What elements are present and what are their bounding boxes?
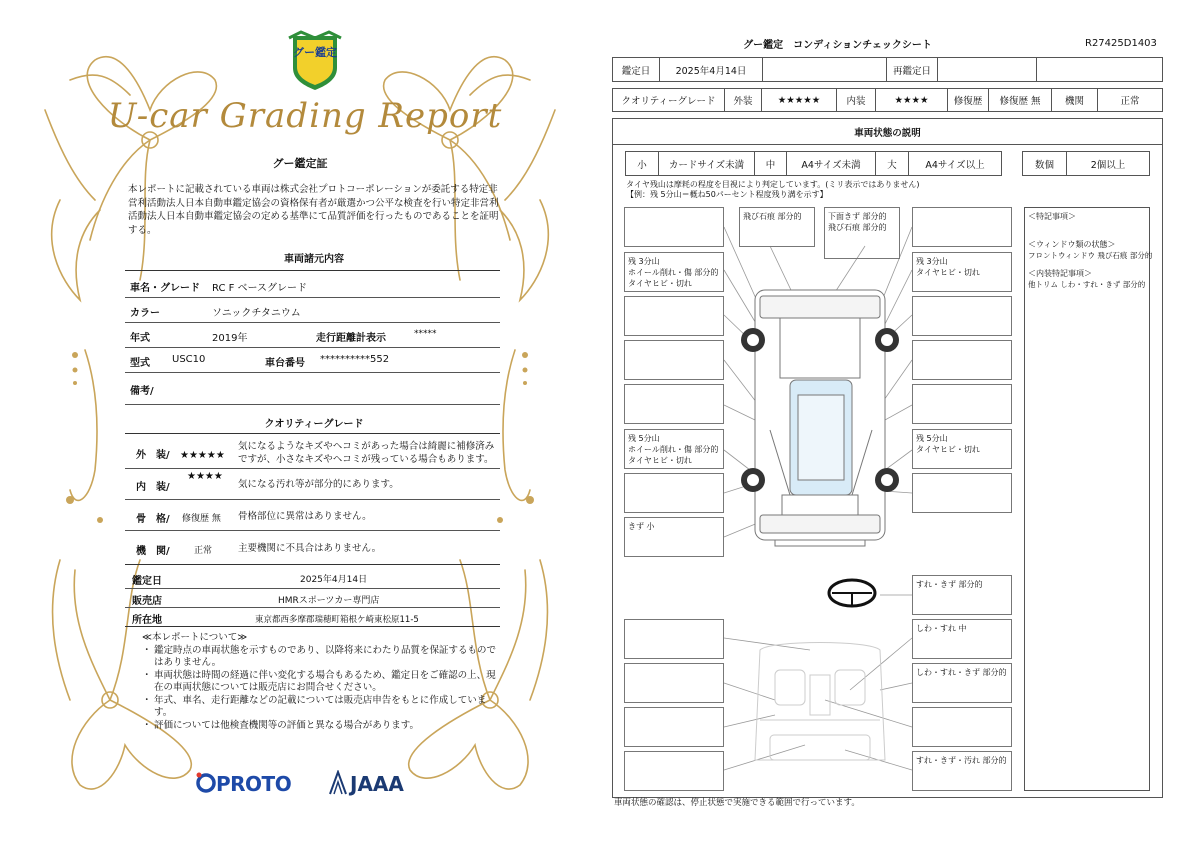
damage-box	[912, 384, 1012, 424]
divider	[125, 347, 500, 348]
sheet-repair-label: 修復歴	[947, 88, 989, 112]
special-notes-panel	[1024, 207, 1153, 791]
address-label: 所在地	[132, 615, 162, 626]
interior-box-rear-seat	[912, 751, 1012, 791]
sheet-engine-label: 機関	[1051, 88, 1098, 112]
damage-note: 残 3分山	[628, 257, 660, 266]
damage-note: タイヤヒビ・切れ	[628, 279, 692, 288]
proto-logo-icon	[196, 772, 216, 796]
sheet-footer-note: 車両状態の確認は、停止状態で実施できる範囲で行っています。	[614, 798, 860, 808]
jaaa-logo-icon	[328, 770, 348, 796]
divider	[125, 322, 500, 323]
divider	[125, 530, 500, 531]
bullet: ・	[142, 644, 152, 656]
interior-label: 内 装/	[136, 482, 170, 493]
reappraisal-date-label: 再鑑定日	[886, 57, 938, 82]
divider	[125, 607, 500, 608]
divider	[125, 404, 500, 405]
sheet-title: グー鑑定 コンディションチェックシート	[743, 40, 932, 51]
damage-note: 下面きず 部分的	[828, 212, 887, 221]
count-label: 数個	[1022, 151, 1067, 176]
chassis-value: **********552	[320, 354, 390, 365]
report-script-title: U-car Grading Report	[107, 96, 503, 136]
damage-box	[624, 296, 724, 336]
damage-note: タイヤヒビ・切れ	[916, 268, 980, 277]
tire-box-front-right	[912, 252, 1012, 292]
interior-box	[912, 707, 1012, 747]
appraisal-date-value: 2025年4月14日	[300, 575, 368, 585]
interior-stars: ★★★★	[187, 471, 223, 482]
sheet-interior-stars: ★★★★	[875, 88, 948, 112]
specs-heading: 車両諸元内容	[284, 254, 344, 265]
damage-box	[624, 340, 724, 380]
divider	[125, 297, 500, 298]
interior-notes-title: ＜内装特記事項＞	[1028, 269, 1092, 278]
sheet-exterior-label: 外装	[724, 88, 762, 112]
dealer-value: HMRスポーツカー専門店	[278, 596, 380, 606]
divider	[125, 499, 500, 500]
damage-note: タイヤヒビ・切れ	[916, 445, 980, 454]
tire-example-note: 【例：残 5分山＝概ね50パーセント程度残り溝を示す】	[626, 190, 828, 199]
damage-box-front	[739, 207, 815, 247]
damage-box	[624, 384, 724, 424]
exterior-label: 外 装/	[136, 450, 170, 461]
damage-box	[624, 207, 724, 247]
car-name-label: 車名・グレード	[130, 283, 200, 294]
window-status-title: ＜ウィンドウ類の状態＞	[1028, 240, 1116, 249]
year-value: 2019年	[212, 333, 248, 344]
divider	[125, 433, 500, 434]
chassis-label: 車台番号	[265, 358, 305, 369]
note-item: 年式、車名、走行距離などの記載については販売店申告をもとに作成しています。	[154, 694, 487, 718]
sheet-engine-value: 正常	[1097, 88, 1163, 112]
divider	[125, 270, 500, 271]
damage-note: ホイール削れ・傷 部分的	[628, 268, 719, 277]
divider	[125, 372, 500, 373]
damage-note: ホイール削れ・傷 部分的	[628, 445, 719, 454]
size-small-label: 小	[625, 151, 659, 176]
divider	[125, 564, 500, 565]
sheet-date-value: 2025年4月14日	[659, 57, 763, 82]
proto-logo: PROTO	[216, 772, 292, 796]
tire-note: タイヤ残山は摩耗の程度を目視により判定しています。(ミリ表示ではありません)	[626, 180, 920, 189]
engine-description: 主要機関に不具合はありません。	[238, 543, 382, 554]
damage-box	[912, 207, 1012, 247]
remarks-label: 備考/	[130, 386, 154, 397]
damage-note: タイヤヒビ・切れ	[628, 456, 692, 465]
certificate-heading: グー鑑定証	[272, 157, 328, 170]
engine-label: 機 関/	[136, 546, 170, 557]
mileage-label: 走行距離計表示	[316, 333, 386, 344]
condition-section-title: 車両状態の説明	[612, 118, 1163, 145]
goo-appraisal-badge-icon	[287, 30, 343, 92]
interior-notes-text: 他トリム しわ・すれ・きず 部分的	[1028, 280, 1146, 289]
address-value: 東京都西多摩郡瑞穂町箱根ケ崎東松原11-5	[255, 615, 419, 625]
model-value: USC10	[172, 354, 206, 365]
interior-box-seat	[912, 619, 1012, 659]
sheet-date-label: 鑑定日	[612, 57, 660, 82]
special-notes-title: ＜特記事項＞	[1028, 212, 1076, 221]
tire-box-rear-right	[912, 429, 1012, 469]
damage-box-front-lower	[824, 207, 900, 259]
damage-box	[624, 473, 724, 513]
size-medium-label: 中	[754, 151, 787, 176]
exterior-description: 気になるようなキズやヘコミがあった場合は綺麗に補修済みですが、小さなキズやヘコミが残っている場合もあります。	[238, 441, 495, 465]
damage-box	[912, 340, 1012, 380]
dealer-label: 販売店	[132, 596, 162, 607]
certificate-intro: 本レポートに記載されている車両は株式会社プロトコーポレーションが委託する特定非営利活動法人日本自動車鑑定協会の資格保有者が厳選かつ公平な検査を行い特定非営利活動法人日本自動車鑑定協会の定める基準にて品質評価を行ったものであることを証明する。	[128, 184, 499, 236]
interior-description: 気になる汚れ等が部分的にあります。	[238, 479, 399, 490]
interior-box-steering	[912, 575, 1012, 615]
interior-box	[624, 663, 724, 703]
damage-box-rear	[624, 517, 724, 557]
window-status-text: フロントウィンドウ 飛び石痕 部分的	[1028, 251, 1153, 260]
year-label: 年式	[130, 333, 150, 344]
damage-note: すれ・きず・汚れ 部分的	[916, 756, 1007, 765]
color-value: ソニックチタニウム	[212, 308, 301, 319]
sheet-exterior-stars: ★★★★★	[761, 88, 837, 112]
divider	[125, 626, 500, 627]
damage-note: 残 5分山	[916, 434, 948, 443]
damage-note: 残 3分山	[916, 257, 948, 266]
frame-value: 修復歴 無	[182, 514, 221, 524]
condition-check-sheet	[600, 0, 1200, 848]
appraisal-date-label: 鑑定日	[132, 576, 162, 587]
interior-box	[624, 619, 724, 659]
frame-description: 骨格部位に異常はありません。	[238, 511, 372, 522]
document-number: R27425D1403	[1085, 38, 1157, 49]
quality-grade-label: クオリティーグレード	[612, 88, 725, 112]
tire-box-rear-left	[624, 429, 724, 469]
note-item: 車両状態は時間の経過に伴い変化する場合もあるため、鑑定日をご確認の上、現在の車両状態については販売店にお問合せください。	[154, 669, 496, 693]
size-large-label: 大	[875, 151, 909, 176]
tire-box-front-left	[624, 252, 724, 292]
sheet-interior-label: 内装	[836, 88, 876, 112]
exterior-stars: ★★★★★	[180, 450, 225, 461]
damage-note: しわ・すれ 中	[916, 624, 967, 633]
bullet: ・	[142, 669, 152, 681]
size-medium-desc: A4サイズ未満	[786, 151, 876, 176]
damage-note: すれ・きず 部分的	[916, 580, 983, 589]
quality-heading: クオリティーグレード	[264, 419, 364, 430]
notes-title: ≪本レポートについて≫	[142, 632, 248, 643]
bullet: ・	[142, 719, 152, 731]
damage-note: しわ・すれ・きず 部分的	[916, 668, 1007, 677]
engine-value: 正常	[194, 546, 213, 556]
damage-box	[912, 296, 1012, 336]
divider	[125, 588, 500, 589]
interior-box	[624, 751, 724, 791]
note-item: 評価については他検査機関等の評価と異なる場合があります。	[154, 719, 420, 731]
report-notes	[142, 632, 502, 732]
damage-box	[912, 473, 1012, 513]
divider	[125, 468, 500, 469]
color-label: カラー	[130, 308, 160, 319]
mileage-value: *****	[414, 329, 437, 339]
bullet: ・	[142, 694, 152, 706]
damage-note: 飛び石痕 部分的	[828, 223, 887, 232]
jaaa-logo: JAAA	[350, 772, 404, 796]
count-desc: 2個以上	[1066, 151, 1150, 176]
frame-label: 骨 格/	[136, 514, 170, 525]
damage-note: 残 5分山	[628, 434, 660, 443]
model-label: 型式	[130, 358, 150, 369]
sheet-repair-value: 修復歴 無	[988, 88, 1052, 112]
size-small-desc: カードサイズ未満	[658, 151, 755, 176]
damage-note: きず 小	[628, 522, 655, 531]
badge-label: グー鑑定	[293, 46, 337, 59]
interior-box	[624, 707, 724, 747]
car-name-value: RC F ベースグレード	[212, 283, 308, 294]
size-large-desc: A4サイズ以上	[908, 151, 1002, 176]
damage-note: 飛び石痕 部分的	[743, 212, 802, 221]
note-item: 鑑定時点の車両状態を示すものであり、以降将来にわたり品質を保証するものではありません。	[154, 644, 497, 668]
interior-box-trim	[912, 663, 1012, 703]
